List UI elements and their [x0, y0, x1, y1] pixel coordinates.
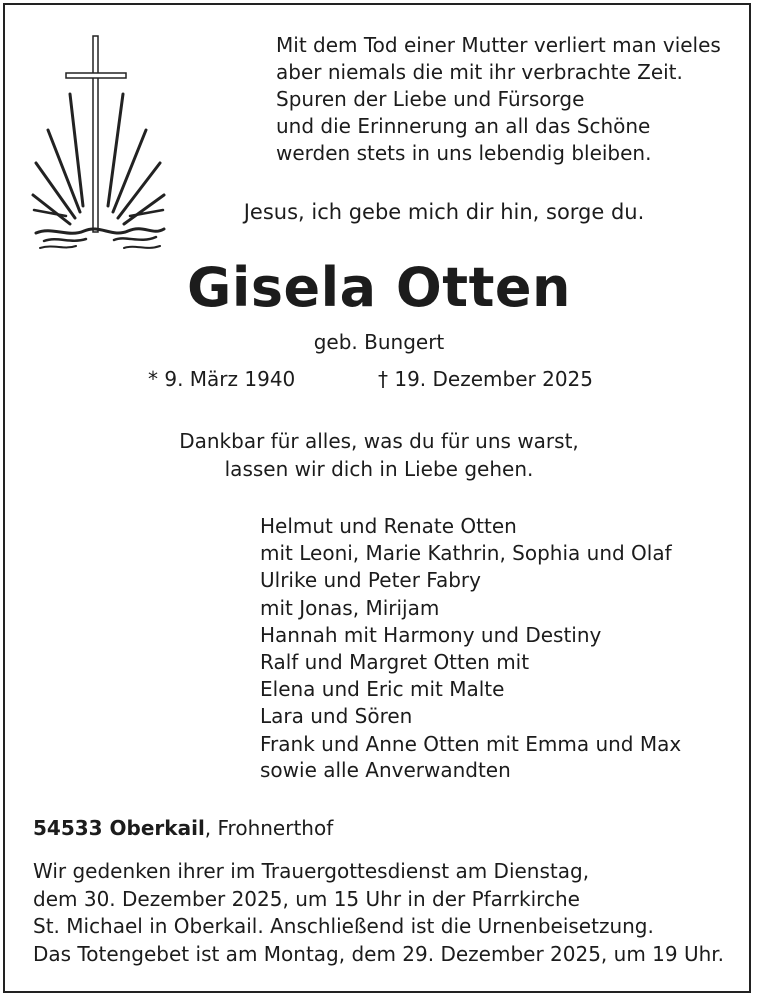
bible-verse: Jesus, ich gebe mich dir hin, sorge du. [243, 200, 645, 224]
thanks-line: Dankbar für alles, was du für uns warst, [179, 429, 579, 453]
deceased-name: Gisela Otten [187, 256, 571, 319]
mourner-line: Elena und Eric mit Malte [260, 677, 505, 702]
birth-name: geb. Bungert [313, 330, 445, 354]
location-place: 54533 Oberkail [33, 816, 205, 840]
mourner-line: mit Leoni, Marie Kathrin, Sophia und Olaf [260, 541, 672, 566]
thanks-line: lassen wir dich in Liebe gehen. [224, 457, 534, 481]
thanks-text [0, 427, 758, 483]
service-line: dem 30. Dezember 2025, um 15 Uhr in der Pfarrkirche [33, 886, 580, 911]
poem-line: Mit dem Tod einer Mutter verliert man vieles [276, 33, 721, 57]
service-info [33, 858, 724, 968]
service-line: Das Totengebet ist am Montag, dem 29. Dezember 2025, um 19 Uhr. [33, 941, 725, 966]
mourner-line: Helmut und Renate Otten [260, 514, 517, 538]
mourner-line: Ralf und Margret Otten mit [260, 650, 530, 675]
mourners-list [260, 513, 681, 758]
poem [276, 32, 721, 167]
service-line: St. Michael in Oberkail. Anschließend ist die Urnenbeisetzung. [33, 914, 654, 938]
location [33, 816, 333, 840]
relatives-line: sowie alle Anverwandten [260, 758, 511, 782]
poem-line: aber niemals die mit ihr verbrachte Zeit. [276, 60, 683, 84]
death-date: † 19. Dezember 2025 [378, 367, 593, 391]
mourner-line: Hannah mit Harmony und Destiny [260, 622, 602, 647]
mourner-line: mit Jonas, Mirijam [260, 595, 440, 620]
mourner-line: Lara und Sören [260, 704, 413, 729]
mourner-line: Frank und Anne Otten mit Emma und Max [260, 731, 682, 756]
poem-line: Spuren der Liebe und Fürsorge [276, 87, 585, 111]
location-suffix: , Frohnerthof [204, 816, 334, 840]
poem-line: werden stets in uns lebendig bleiben. [276, 141, 652, 165]
mourner-line: Ulrike und Peter Fabry [260, 568, 481, 593]
service-line: Wir gedenken ihrer im Trauergottesdienst am Dienstag, [33, 859, 590, 883]
birth-date: * 9. März 1940 [148, 367, 296, 391]
poem-line: und die Erinnerung an all das Schöne [276, 114, 651, 138]
